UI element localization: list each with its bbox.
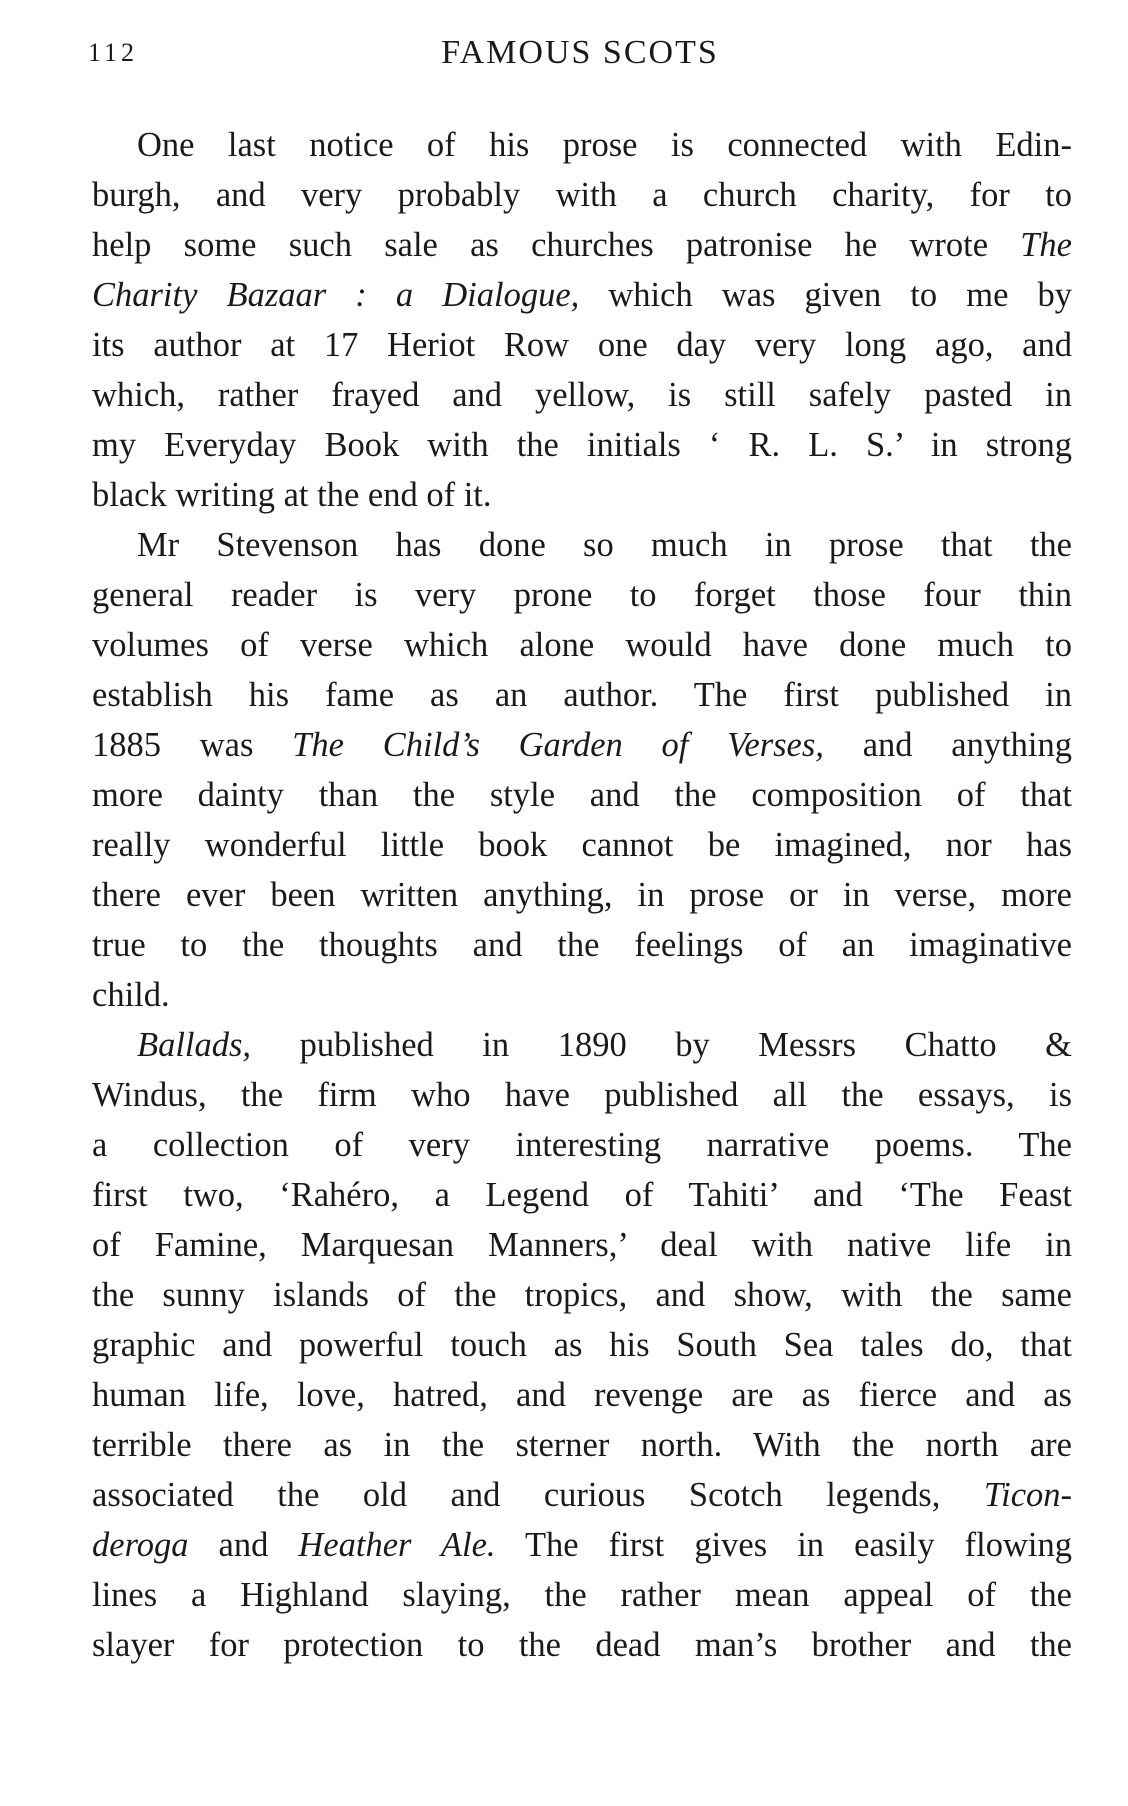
text-run: help some such sale as churches patronise he wrote — [92, 226, 1021, 264]
running-title: FAMOUS SCOTS — [441, 34, 719, 71]
text-run: general reader is very prone to forget those four thin — [92, 576, 1072, 614]
text-line — [92, 370, 1072, 420]
text-line — [92, 320, 1072, 370]
italic-title: Ticon- — [983, 1476, 1072, 1514]
text-line — [92, 1270, 1072, 1320]
italic-title: deroga — [92, 1526, 189, 1564]
text-run: burgh, and very probably with a church charity, for to — [92, 176, 1072, 214]
paragraph — [92, 520, 1072, 1020]
text-run: 1885 was — [92, 726, 293, 764]
text-run: black writing at the end of it. — [92, 476, 492, 514]
text-run: and — [188, 1526, 299, 1564]
text-run: associated the old and curious Scotch legends, — [92, 1476, 984, 1514]
text-run: its author at 17 Heriot Row one day very long ago, and — [92, 326, 1072, 364]
text-run: and anything — [823, 726, 1073, 764]
text-line — [92, 720, 1072, 770]
text-line — [92, 1420, 1072, 1470]
text-line — [92, 670, 1072, 720]
text-run: which, rather frayed and yellow, is still safely pasted in — [92, 376, 1072, 414]
text-run: lines a Highland slaying, the rather mean appeal of the — [92, 1576, 1072, 1614]
text-run: there ever been written anything, in prose or in verse, more — [92, 876, 1072, 914]
text-line — [92, 1620, 1072, 1670]
text-run: true to the thoughts and the feelings of an imaginative — [92, 926, 1072, 964]
text-run: more dainty than the style and the composition of that — [92, 776, 1072, 814]
text-line — [92, 270, 1072, 320]
paragraph — [92, 120, 1072, 520]
text-run: establish his fame as an author. The first published in — [92, 676, 1072, 714]
text-line — [92, 1370, 1072, 1420]
text-line — [92, 970, 1072, 1020]
text-run: human life, love, hatred, and revenge are as fierce and as — [92, 1376, 1072, 1414]
text-run: slayer for protection to the dead man’s brother and the — [92, 1626, 1072, 1664]
text-run: child. — [92, 976, 170, 1014]
text-line — [92, 1120, 1072, 1170]
text-line — [92, 1070, 1072, 1120]
text-run: published in 1890 by Messrs Chatto & — [251, 1026, 1072, 1064]
text-line — [92, 220, 1072, 270]
text-run: graphic and powerful touch as his South Sea tales do, that — [92, 1326, 1072, 1364]
italic-title: The Child’s Garden of Verses, — [292, 726, 824, 764]
page-number: 112 — [88, 38, 139, 67]
italic-title: The — [1020, 226, 1072, 264]
text-line — [92, 1470, 1072, 1520]
text-line — [92, 1170, 1072, 1220]
text-run: a collection of very interesting narrative poems. The — [92, 1126, 1072, 1164]
text-line — [92, 170, 1072, 220]
text-run: volumes of verse which alone would have done much to — [92, 626, 1072, 664]
text-line — [92, 1520, 1072, 1570]
text-run: my Everyday Book with the initials ‘ R. L. S.’ in strong — [92, 426, 1072, 464]
paragraph — [92, 1020, 1072, 1670]
text-run: the sunny islands of the tropics, and show, with the same — [92, 1276, 1072, 1314]
text-line — [92, 420, 1072, 470]
text-line — [92, 870, 1072, 920]
text-run: Mr Stevenson has done so much in prose that the — [137, 526, 1072, 564]
text-line — [92, 820, 1072, 870]
text-line — [92, 520, 1072, 570]
italic-title: Heather Ale. — [298, 1526, 496, 1564]
text-run: first two, ‘Rahéro, a Legend of Tahiti’ and ‘The Feast — [92, 1176, 1072, 1214]
text-line — [92, 1020, 1072, 1070]
text-run: terrible there as in the sterner north. With the north are — [92, 1426, 1072, 1464]
text-line — [92, 1320, 1072, 1370]
text-line — [92, 620, 1072, 670]
text-line — [92, 570, 1072, 620]
text-run: of Famine, Marquesan Manners,’ deal with native life in — [92, 1226, 1072, 1264]
text-run: which was given to me by — [579, 276, 1072, 314]
text-line — [92, 1220, 1072, 1270]
italic-title: Charity Bazaar : a Dialogue, — [92, 276, 580, 314]
text-run: Windus, the firm who have published all the essays, is — [92, 1076, 1072, 1114]
italic-title: Ballads, — [137, 1026, 252, 1064]
running-head — [88, 34, 1072, 78]
text-line — [92, 770, 1072, 820]
text-run: really wonderful little book cannot be imagined, nor has — [92, 826, 1072, 864]
text-line — [92, 1570, 1072, 1620]
text-run: One last notice of his prose is connected with Edin- — [137, 126, 1072, 164]
text-line — [92, 120, 1072, 170]
text-line — [92, 470, 1072, 520]
text-line — [92, 920, 1072, 970]
text-run: The first gives in easily flowing — [495, 1526, 1072, 1564]
body-text — [92, 120, 1072, 1670]
